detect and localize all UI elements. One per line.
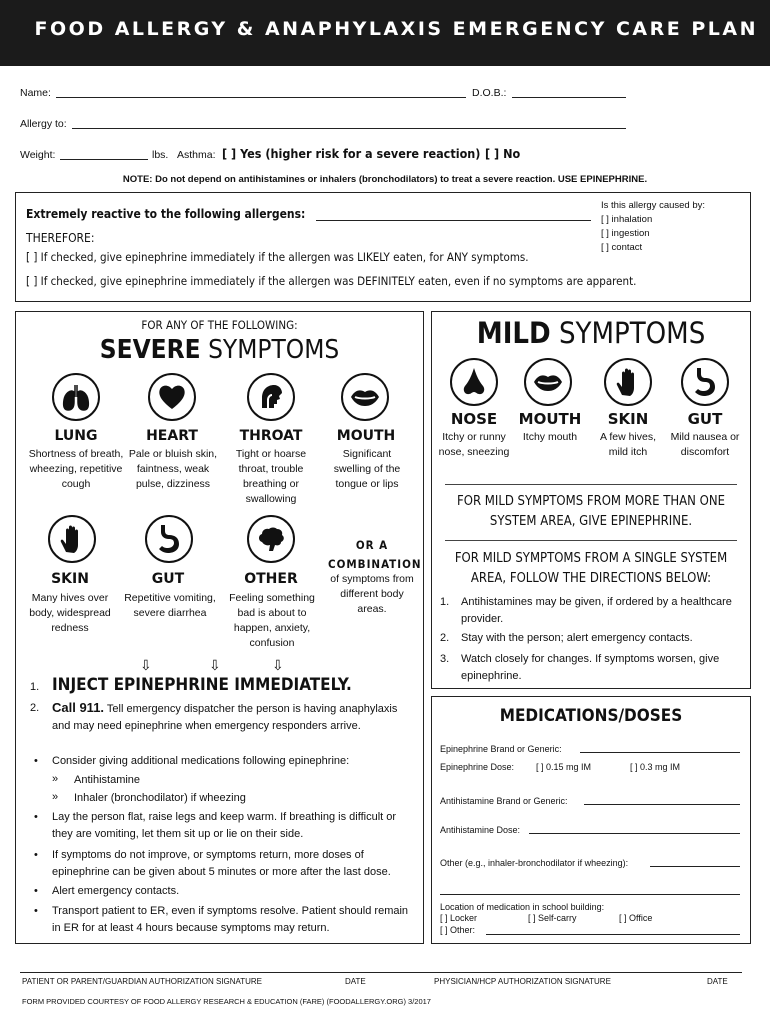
severe-other-desc: Feeling something bad is about to happen, anxiety, confusion [229,592,315,649]
divider [445,484,737,485]
lungs-icon [52,373,100,421]
stomach-icon [145,515,193,563]
weight-field[interactable] [60,159,148,160]
bullet-more-doses: If symptoms do not improve, or symptoms return, more doses of epinephrine can be given about 5 minutes or more after the last dose. [52,849,391,878]
likely-checkbox[interactable]: [ ] If checked, give epinephrine immediately if the allergen was LIKELY eaten, for ANY symptoms. [26,250,529,264]
epi-brand-field[interactable] [580,752,740,753]
sub-bullet: » [52,791,59,803]
severe-lung-name: LUNG [54,428,98,444]
sub-inhaler: Inhaler (bronchodilator) if wheezing [74,792,246,804]
anti-dose-field[interactable] [529,833,740,834]
bullet: • [34,849,38,861]
locker-checkbox[interactable]: [ ] Locker [440,913,478,923]
office-checkbox[interactable]: [ ] Office [619,913,653,923]
heart-icon [148,373,196,421]
bullet: • [34,885,38,897]
ingestion-checkbox[interactable]: [ ] ingestion [601,228,650,239]
therefore-label: THEREFORE: [26,231,95,245]
asthma-yes-checkbox[interactable]: [ ] Yes (higher risk for a severe reaction) [222,146,481,161]
header-bar [0,0,770,66]
bullet-consider: Consider giving additional medications following epinephrine: [52,755,350,767]
reactive-title: Extremely reactive to the following allergens: [26,207,306,221]
severe-skin-name: SKIN [51,571,89,587]
mild-nose-desc: Itchy or runny nose, sneezing [438,431,510,458]
form-title: FOOD ALLERGY & ANAPHYLAXIS EMERGENCY CARE PLAN [34,18,758,40]
mild-skin-desc: A few hives, mild itch [599,431,657,458]
mild-skin-name: SKIN [607,410,649,428]
mild-nose-name: NOSE [450,410,498,428]
patient-date-label: DATE [345,977,366,986]
divider [445,540,737,541]
down-arrow-icon: ⇩ [140,657,152,673]
bullet: • [34,905,38,917]
inhalation-checkbox[interactable]: [ ] inhalation [601,214,653,225]
asthma-no-checkbox[interactable]: [ ] No [485,146,521,161]
self-carry-checkbox[interactable]: [ ] Self-carry [528,913,577,923]
reactive-box [15,192,751,302]
mild-gut-desc: Mild nausea or discomfort [670,431,740,458]
severe-throat-desc: Tight or hoarse throat, trouble breathing or swallowing [235,448,307,505]
lbs-label: lbs. [152,149,169,161]
severe-lung-desc: Shortness of breath, wheezing, repetitive cough [28,448,124,490]
name-field[interactable] [56,97,466,98]
asthma-label: Asthma: [177,149,216,161]
other-med-field[interactable] [650,866,740,867]
mild-single-system: FOR MILD SYMPTOMS FROM A SINGLE SYSTEM AREA, FOLLOW THE DIRECTIONS BELOW: [454,551,728,586]
mild-step-1: Antihistamines may be given, if ordered by a healthcare provider. [461,596,732,625]
mild-step-3-number: 3. [440,653,450,665]
definitely-checkbox[interactable]: [ ] If checked, give epinephrine immediately if the allergen was DEFINITELY eaten, even if no symptoms are apparent. [26,274,637,288]
step-1-number: 1. [30,681,40,693]
bullet-lay-flat: Lay the person flat, raise legs and keep warm. If breathing is difficult or they are vomiting, let them sit up or lie on their side. [52,811,397,840]
note-text: NOTE: Do not depend on antihistamines or inhalers (bronchodilators) to treat a severe reaction. USE EPINEPHRINE. [122,174,648,185]
mild-step-3: Watch closely for changes. If symptoms worsen, give epinephrine. [461,653,720,682]
mild-gut-name: GUT [687,410,723,428]
location-label: Location of medication in school building: [440,902,605,912]
mouth-icon [524,358,572,406]
mild-step-2-number: 2. [440,632,450,644]
severe-title: SEVERE SYMPTOMS [99,335,340,365]
bullet-alert: Alert emergency contacts. [52,885,180,897]
allergy-field[interactable] [72,128,626,129]
down-arrow-icon: ⇩ [209,657,221,673]
for-any-label: FOR ANY OF THE FOLLOWING: [141,318,298,332]
hand-icon [604,358,652,406]
mild-step-1-number: 1. [440,596,450,608]
epi-brand-label: Epinephrine Brand or Generic: [440,744,562,754]
combination-title: OR A COMBINATION [328,538,422,571]
allergy-label: Allergy to: [20,118,67,130]
severe-mouth-name: MOUTH [336,428,396,444]
physician-date-label: DATE [707,977,728,986]
combination-desc: of symptoms from different body areas. [330,573,414,615]
step-1-inject: INJECT EPINEPHRINE IMMEDIATELY. [52,675,352,695]
courtesy-text: FORM PROVIDED COURTESY OF FOOD ALLERGY RESEARCH & EDUCATION (FARE) (FOODALLERGY.ORG) 3/2017 [22,997,431,1006]
bullet-transport: Transport patient to ER, even if symptoms resolve. Patient should remain in ER for at least 4 hours because symptoms may return. [52,905,409,934]
severe-gut-desc: Repetitive vomiting, severe diarrhea [124,592,216,619]
mild-more-than-one: FOR MILD SYMPTOMS FROM MORE THAN ONE SYSTEM AREA, GIVE EPINEPHRINE. [457,494,725,529]
dob-field[interactable] [512,97,626,98]
other-med-label: Other (e.g., inhaler-bronchodilator if wheezing): [440,858,629,868]
hand-icon [48,515,96,563]
brain-icon [247,515,295,563]
allergens-field[interactable] [316,220,591,221]
mild-mouth-name: MOUTH [518,410,582,428]
other-location-field[interactable] [486,934,740,935]
mild-mouth-desc: Itchy mouth [522,431,578,443]
severe-heart-desc: Pale or bluish skin, faintness, weak pulse, dizziness [128,448,218,490]
cause-title: Is this allergy caused by: [601,200,706,211]
severe-other-name: OTHER [244,571,298,587]
name-label: Name: [20,87,51,99]
weight-label: Weight: [20,149,56,161]
bullet: • [34,755,38,767]
medications-title: MEDICATIONS/DOSES [499,706,683,726]
stomach-icon [681,358,729,406]
nose-icon [450,358,498,406]
severe-heart-name: HEART [146,428,198,444]
other-location-checkbox[interactable]: [ ] Other: [440,925,476,935]
severe-throat-name: THROAT [239,428,303,444]
patient-signature-label: PATIENT OR PARENT/GUARDIAN AUTHORIZATION SIGNATURE [22,977,263,986]
anti-brand-label: Antihistamine Brand or Generic: [440,796,568,806]
mouth-icon [341,373,389,421]
epi-dose-label: Epinephrine Dose: [440,762,515,772]
severe-gut-name: GUT [151,571,185,587]
sub-antihistamine: Antihistamine [74,774,141,786]
anti-brand-field[interactable] [584,804,740,805]
signature-line[interactable] [20,972,742,973]
sub-bullet: » [52,773,59,785]
bullet: • [34,811,38,823]
other-med-field-2[interactable] [440,894,740,895]
mild-step-2: Stay with the person; alert emergency contacts. [461,632,693,644]
step-2-call: Call 911. Tell emergency dispatcher the person is having anaphylaxis and may need epinephrine when emergency responders arrive. [52,700,398,732]
dose-015-checkbox[interactable]: [ ] 0.15 mg IM [536,762,592,772]
mild-title: MILD SYMPTOMS [476,316,706,350]
throat-icon [247,373,295,421]
severe-mouth-desc: Significant swelling of the tongue or lips [333,448,401,490]
anti-dose-label: Antihistamine Dose: [440,825,521,835]
severe-skin-desc: Many hives over body, widespread redness [29,592,111,634]
physician-signature-label: PHYSICIAN/HCP AUTHORIZATION SIGNATURE [434,977,611,986]
down-arrow-icon: ⇩ [272,657,284,673]
contact-checkbox[interactable]: [ ] contact [601,242,643,253]
dob-label: D.O.B.: [472,87,507,99]
step-2-number: 2. [30,702,40,714]
dose-03-checkbox[interactable]: [ ] 0.3 mg IM [630,762,681,772]
